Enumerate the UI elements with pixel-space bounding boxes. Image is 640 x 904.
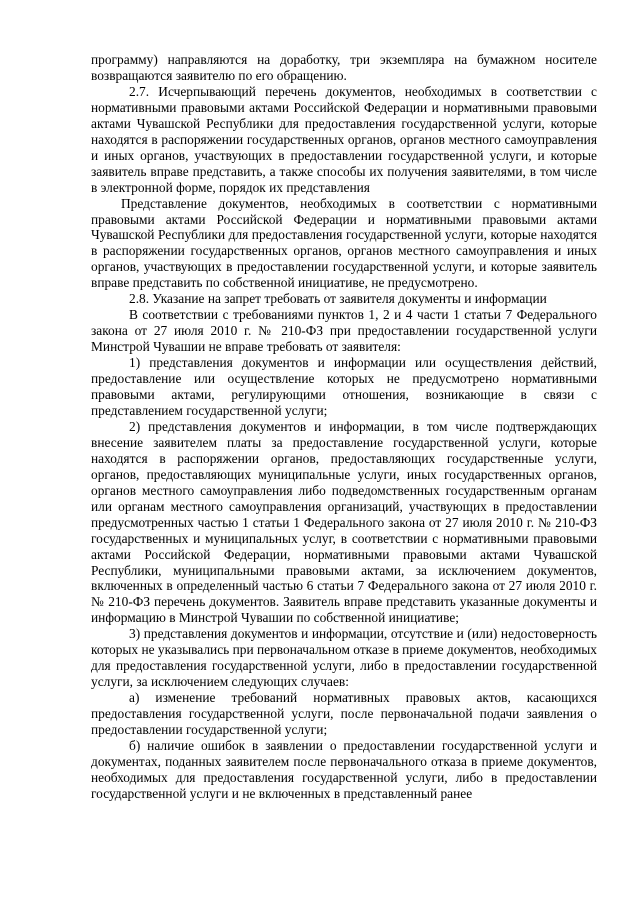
document-page (91, 52, 597, 802)
paragraph-continuation: программу) направляются на доработку, три экземпляра на бумажном носителе возвращаются заявителю по его обращению. (91, 52, 597, 83)
section-heading-2-7: 2.7. Исчерпывающий перечень документов, необходимых в соответствии с нормативными правовыми актами Российской Федерации и нормативными правовыми актами Чувашской Республики для предоставления государственной услуги, которые находятся в распоряжении государственных органов, органов местного самоуправления и иных органов, участвующих в предоставлении государственной услуги, и которые заявитель вправе представить, а также способы их получения заявителями, в том числе в электронной форме, порядок их представления (91, 83, 597, 195)
sub-list-item: а) изменение требований нормативных правовых актов, касающихся предоставления государственной услуги, после первоначальной подачи заявления о предоставлении государственной услуги; (91, 690, 597, 738)
list-item: 3) представления документов и информации, отсутствие и (или) недостоверность которых не указывались при первоначальном отказе в приеме документов, необходимых для предоставления государственной услуги, либо в предоставлении государственной услуги, за исключением следующих случаев: (91, 626, 597, 690)
paragraph: В соответствии с требованиями пунктов 1, 2 и 4 части 1 статьи 7 Федерального закона от 27 июля 2010 г. № 210-ФЗ при предоставлении государственной услуги Минстрой Чувашии не вправе требовать от заявителя: (91, 307, 597, 355)
list-item: 1) представления документов и информации или осуществления действий, предоставление или осуществление которых не предусмотрено нормативными правовыми актами, регулирующими отношения, возникающие в связи с представлением государственной услуги; (91, 355, 597, 418)
sub-list-item: б) наличие ошибок в заявлении о предоставлении государственной услуги и документах, поданных заявителем после первоначального отказа в приеме документов, необходимых для предоставления государственной услуги, либо в предоставлении государственной услуги и не включенных в представленный ранее (91, 737, 597, 801)
list-item: 2) представления документов и информации, в том числе подтверждающих внесение заявителем платы за предоставление государственной услуги, которые находятся в распоряжении органов, предоставляющих государственные услуги, органов, предоставляющих муниципальные услуги, иных государственных органов, органов местного самоуправления либо подведомственных государственным органам или органам местного самоуправления организаций, участвующих в предоставлении предусмотренных частью 1 статьи 1 Федерального закона от 27 июля 2010 г. № 210-ФЗ государственных и муниципальных услуг, в соответствии с нормативными правовыми актами Российской Федерации, нормативными правовыми актами Чувашской Республики, муниципальными правовыми актами, за исключением документов, включенных в определенный частью 6 статьи 7 Федерального закона от 27 июля 2010 г. № 210-ФЗ перечень документов. Заявитель вправе представить указанные документы и информацию в Минстрой Чувашии по собственной инициативе; (91, 418, 597, 626)
section-heading-2-8: 2.8. Указание на запрет требовать от заявителя документы и информации (129, 291, 547, 307)
paragraph: Представление документов, необходимых в соответствии с нормативными правовыми актами Российской Федерации и нормативными правовыми актами Чувашской Республики для предоставления государственной услуги, которые находятся в распоряжении государственных органов, органов местного самоуправления и иных органов, участвующих в предоставлении государственной услуги, и которые заявитель вправе представить по собственной инициативе, не предусмотрено. (91, 195, 597, 291)
